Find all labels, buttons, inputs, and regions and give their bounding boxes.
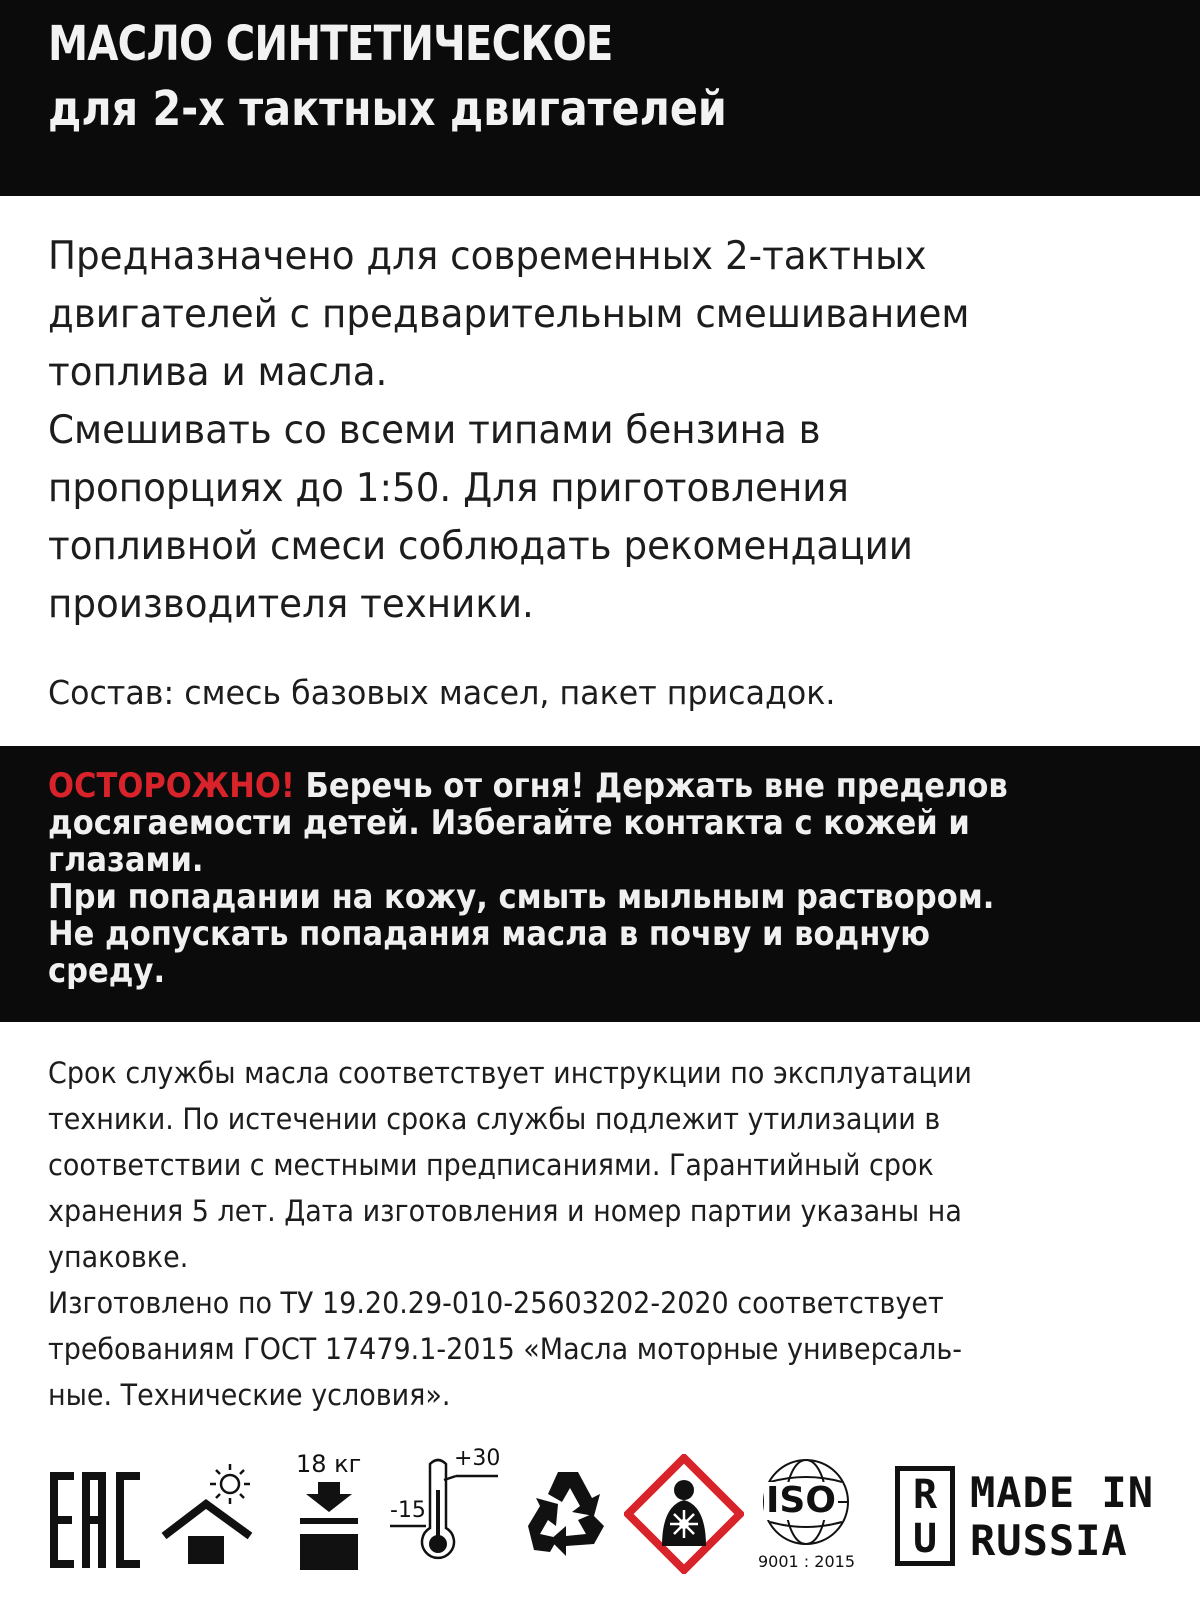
fine-print-line: техники. По истечении срока службы подлежит утилизации в	[48, 1102, 941, 1136]
warning-line: среду.	[48, 951, 166, 991]
product-subtitle: для 2-х тактных двигателей	[48, 81, 727, 137]
header-banner	[0, 0, 1200, 196]
description-line: пропорциях до 1:50. Для приготовления	[48, 466, 849, 511]
fine-print-block	[48, 1050, 1198, 1418]
temp-min-label: -15	[390, 1498, 426, 1523]
product-title: МАСЛО СИНТЕТИЧЕСКОЕ	[48, 16, 613, 72]
eac-mark	[50, 1472, 142, 1568]
weight-limit-label: 18 кг	[296, 1450, 362, 1478]
warning-block	[0, 746, 1200, 1022]
description-line: Смешивать со всеми типами бензина в	[48, 408, 821, 453]
description-line: двигателей с предварительным смешиванием	[48, 292, 970, 337]
fine-print-line: хранения 5 лет. Дата изготовления и номер партии указаны на	[48, 1194, 962, 1228]
description-line: топлива и масла.	[48, 350, 388, 395]
description-line: Предназначено для современных 2-тактных	[48, 234, 927, 279]
made-in-line2: RUSSIA	[970, 1516, 1128, 1565]
recycle-icon	[518, 1466, 614, 1562]
fine-print-line: требованиям ГОСТ 17479.1-2015 «Масла моторные универсаль-	[48, 1332, 963, 1366]
fine-print-line: соответствии с местными предписаниями. Гарантийный срок	[48, 1148, 934, 1182]
certification-marks-row	[40, 1446, 1170, 1580]
caution-word: ОСТОРОЖНО!	[48, 766, 295, 806]
fine-print-line: ные. Технические условия».	[48, 1378, 451, 1412]
warning-line	[48, 768, 1085, 805]
fine-print-line: упаковке.	[48, 1240, 189, 1274]
made-in-line1: MADE IN	[970, 1468, 1155, 1517]
temperature-range-icon	[390, 1446, 510, 1580]
description-line: топливной смеси соблюдать рекомендации	[48, 524, 913, 569]
temp-max-label: +30	[454, 1446, 501, 1471]
description-line: производителя техники.	[48, 582, 534, 627]
made-in-box-top-letter: R	[912, 1472, 938, 1518]
warning-line: глазами.	[48, 840, 204, 880]
iso-label: ISO	[766, 1480, 836, 1521]
stacking-limit-icon	[290, 1450, 390, 1580]
made-in-box-bottom-letter: U	[912, 1516, 938, 1562]
warning-line: Не допускать попадания масла в почву и водную	[48, 914, 931, 954]
description-block	[48, 228, 1188, 634]
warning-line: досягаемости детей. Избегайте контакта с кожей и	[48, 803, 970, 843]
warning-line: При попадании на кожу, смыть мыльным раствором.	[48, 877, 995, 917]
made-in-russia-logo	[895, 1466, 955, 1566]
iso-globe-icon	[750, 1454, 860, 1578]
keep-away-from-sun-icon	[158, 1460, 258, 1570]
health-hazard-icon	[624, 1454, 744, 1574]
fine-print-line: Изготовлено по ТУ 19.20.29-010-25603202-2020 соответствует	[48, 1286, 944, 1320]
iso-standard-label: 9001 : 2015	[758, 1552, 855, 1571]
fine-print-line: Срок службы масла соответствует инструкции по эксплуатации	[48, 1056, 972, 1090]
composition-text: Состав: смесь базовых масел, пакет присадок.	[48, 673, 836, 712]
warning-text: Беречь от огня! Держать вне пределов	[294, 766, 1008, 806]
